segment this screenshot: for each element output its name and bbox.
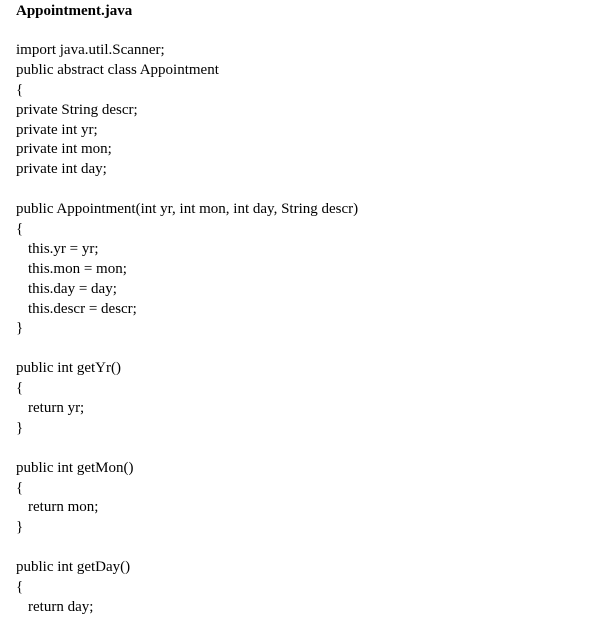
code-line: }	[16, 320, 24, 337]
code-line: public abstract class Appointment	[16, 61, 219, 78]
blank-line	[16, 439, 586, 459]
code-line: private String descr;	[16, 101, 138, 118]
code-line: public Appointment(int yr, int mon, int day, String descr)	[16, 201, 359, 218]
document-title: Appointment.java	[16, 3, 133, 19]
blank-line	[16, 180, 586, 200]
code-line: {	[16, 380, 24, 397]
code-line: public int getYr()	[16, 360, 121, 377]
blank-line	[16, 538, 586, 558]
code-line: return yr;	[28, 400, 85, 417]
code-line: this.descr = descr;	[28, 300, 137, 317]
blank-line	[16, 21, 586, 41]
code-line: private int mon;	[16, 141, 112, 158]
code-line: return day;	[28, 598, 94, 615]
code-line: {	[16, 479, 24, 496]
code-line: {	[16, 221, 24, 238]
code-block	[16, 41, 586, 618]
code-line: }	[16, 419, 24, 436]
code-line: {	[16, 81, 24, 98]
code-line: }	[16, 519, 24, 536]
code-line: private int yr;	[16, 121, 98, 138]
document-page	[16, 0, 586, 618]
code-line: this.day = day;	[28, 280, 117, 297]
code-line: this.mon = mon;	[28, 260, 127, 277]
code-line: private int day;	[16, 161, 107, 178]
code-line: public int getMon()	[16, 459, 134, 476]
code-line: import java.util.Scanner;	[16, 42, 165, 58]
code-line: {	[16, 579, 24, 596]
code-line: return mon;	[28, 499, 99, 516]
blank-line	[16, 339, 586, 359]
code-line: public int getDay()	[16, 559, 131, 576]
code-line: this.yr = yr;	[28, 240, 99, 257]
